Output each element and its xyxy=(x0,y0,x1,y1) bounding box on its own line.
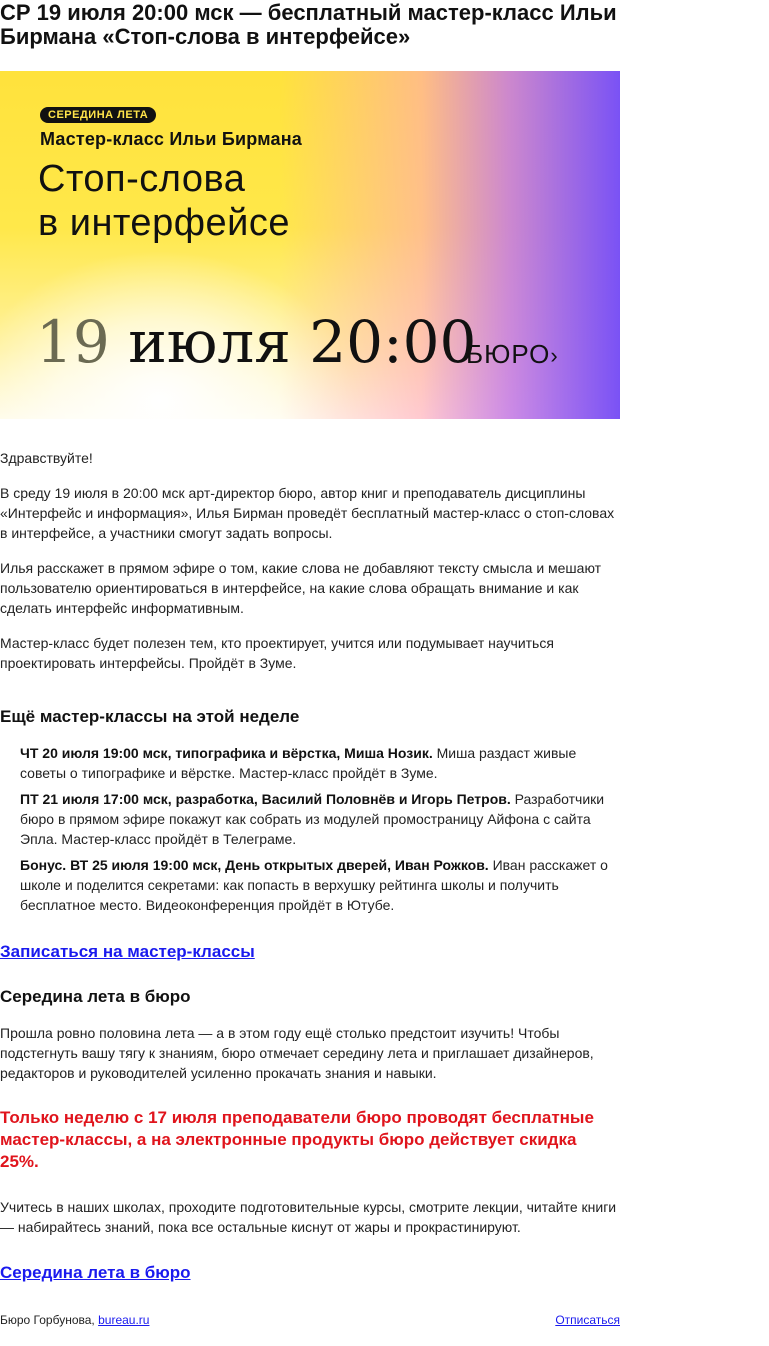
banner-badge: СЕРЕДИНА ЛЕТА xyxy=(40,107,156,123)
audience-paragraph: Мастер-класс будет полезен тем, кто проектирует, учится или подумывает научиться проектировать интерфейсы. Пройдёт в Зуме. xyxy=(0,635,554,671)
event-banner xyxy=(0,71,620,419)
email-title: СР 19 июля 20:00 мск — бесплатный мастер-класс Ильи Бирмана «Стоп-слова в интерфейсе» xyxy=(0,0,617,49)
signup-link[interactable]: Записаться на мастер-классы xyxy=(0,942,255,961)
event-description: Иван расскажет о школе и поделится секретами: как попасть в верхушку рейтинга школы и получить бесплатное место. Видеоконференция пройдёт в Ютубе. xyxy=(20,857,608,913)
bureau-logo xyxy=(466,339,559,370)
midsummer-heading: Середина лета в бюро xyxy=(0,987,191,1006)
banner-date-rest: июля 20:00 xyxy=(128,308,477,376)
event-description: Разработчики бюро в прямом эфире покажут как собрать из модулей промостраницу Айфона с сайта Эпла. Мастер-класс пройдёт в Телеграме. xyxy=(20,791,605,847)
events-list xyxy=(0,743,610,915)
chevron-right-icon: › xyxy=(550,343,559,368)
list-item xyxy=(20,789,610,849)
midsummer-paragraph: Прошла ровно половина лета — а в этом году ещё столько предстоит изучить! Чтобы подстегнуть вашу тягу к знаниям, бюро отмечает середину лета и приглашает дизайнеров, редакторов и руководителей усиленно прокачать знания и навыки. xyxy=(0,1025,594,1081)
about-paragraph: Илья расскажет в прямом эфире о том, какие слова не добавляют тексту смысла и мешают пользователю ориентироваться в интерфейсе, на какие слова обращать внимание и как сделать интерфейс информативным. xyxy=(0,560,602,616)
list-item xyxy=(20,743,610,783)
footer-site-link[interactable]: bureau.ru xyxy=(98,1313,150,1327)
banner-headline xyxy=(38,157,290,245)
banner-date-day: 19 xyxy=(36,308,110,376)
event-title: ПТ 21 июля 17:00 мск, разработка, Василий Половнёв и Игорь Петров. xyxy=(20,791,511,807)
event-title: Бонус. ВТ 25 июля 19:00 мск, День открытых дверей, Иван Рожков. xyxy=(20,857,489,873)
midsummer-link[interactable]: Середина лета в бюро xyxy=(0,1263,191,1282)
study-paragraph: Учитесь в наших школах, проходите подготовительные курсы, смотрите лекции, читайте книги — набирайтесь знаний, пока все остальные киснут от жары и прокрастинируют. xyxy=(0,1199,617,1235)
banner-headline-line1: Стоп-слова xyxy=(38,158,246,200)
unsubscribe-link[interactable]: Отписаться xyxy=(555,1313,620,1327)
banner-subtitle: Мастер-класс Ильи Бирмана xyxy=(40,129,302,149)
event-title: ЧТ 20 июля 19:00 мск, типографика и вёрстка, Миша Нозик. xyxy=(20,745,433,761)
intro-paragraph: В среду 19 июля в 20:00 мск арт-директор бюро, автор книг и преподаватель дисциплины «Интерфейс и информация», Илья Бирман проведёт бесплатный мастер-класс о стоп-словах в интерфейсе, а участники смогут задать вопросы. xyxy=(0,485,615,541)
banner-date xyxy=(36,303,476,381)
bureau-logo-text: БЮРО xyxy=(466,339,551,369)
banner-headline-line2: в интерфейсе xyxy=(38,202,290,244)
promo-highlight: Только неделю с 17 июля преподаватели бюро проводят бесплатные мастер-классы, а на электронные продукты бюро действует скидка 25%. xyxy=(0,1108,594,1171)
footer-company: Бюро Горбунова, xyxy=(0,1313,99,1327)
more-masterclasses-heading: Ещё мастер-классы на этой неделе xyxy=(0,707,300,726)
event-description: Миша раздаст живые советы о типографике и вёрстке. Мастер-класс пройдёт в Зуме. xyxy=(20,745,577,781)
greeting: Здравствуйте! xyxy=(0,450,93,466)
footer xyxy=(0,1313,620,1327)
list-item xyxy=(20,855,610,915)
